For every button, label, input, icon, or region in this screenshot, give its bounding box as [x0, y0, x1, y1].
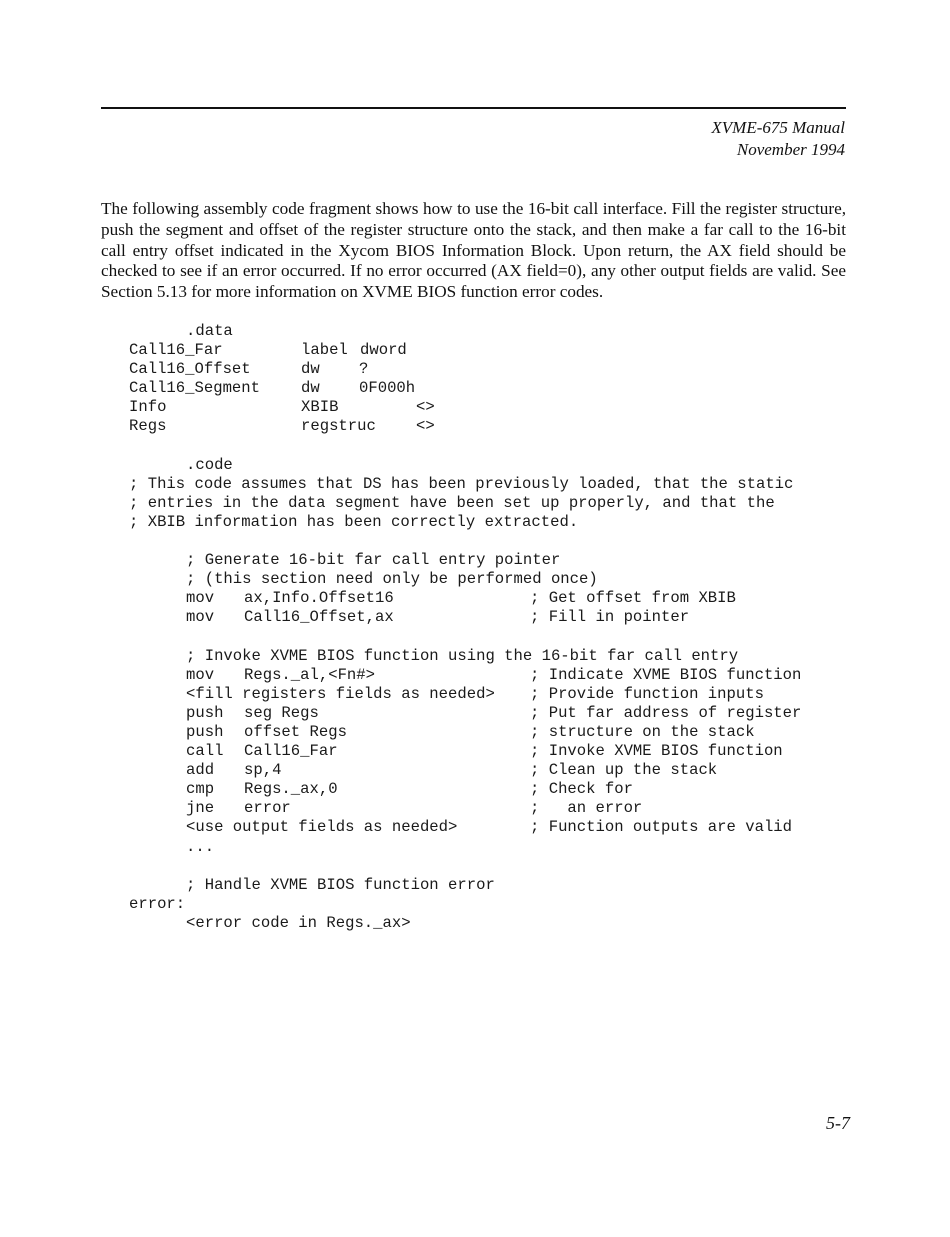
data-extra: <>: [416, 398, 435, 417]
code-line: [129, 456, 829, 475]
code-line: [129, 876, 829, 895]
code-op: cmp: [186, 780, 215, 799]
code-inline-comment: ; Fill in pointer: [530, 608, 690, 627]
data-value: 0F000h: [359, 379, 416, 398]
code-line: [129, 647, 829, 666]
data-type: regstruc: [301, 417, 376, 436]
code-inline-comment: ; Clean up the stack: [530, 761, 718, 780]
code-line: [129, 379, 829, 398]
data-type: dw: [301, 360, 320, 379]
code-directive: .code: [186, 455, 233, 474]
code-args: Regs._ax,0: [244, 780, 338, 799]
code-inline-comment: ; structure on the stack: [530, 722, 755, 741]
code-ellipsis: ...: [186, 837, 215, 856]
code-inline-comment: ; Get offset from XBIB: [530, 589, 736, 608]
code-line: [129, 570, 829, 589]
code-args: seg Regs: [244, 703, 319, 722]
code-op: jne: [186, 799, 215, 818]
code-line: [129, 322, 829, 341]
code-line: [129, 417, 829, 436]
code-line: [129, 589, 829, 608]
code-comment: ; XBIB information has been correctly extracted.: [129, 512, 579, 531]
code-line: [129, 895, 829, 914]
code-args: error: [244, 799, 291, 818]
manual-title: XVME-675 Manual: [711, 118, 845, 137]
code-op: push: [186, 722, 224, 741]
code-line: [129, 608, 829, 627]
code-comment: ; This code assumes that DS has been previously loaded, that the static: [129, 474, 794, 493]
code-comment: ; Invoke XVME BIOS function using the 16-bit far call entry: [186, 646, 739, 665]
code-inline-comment: ; Indicate XVME BIOS function: [530, 665, 802, 684]
code-comment: ; Generate 16-bit far call entry pointer: [186, 551, 561, 570]
code-args: Call16_Offset,ax: [244, 608, 394, 627]
manual-date: November 1994: [736, 140, 845, 159]
data-value: ?: [359, 360, 369, 379]
code-args: Regs._al,<Fn#>: [244, 665, 376, 684]
code-line: [129, 494, 829, 513]
code-op: mov: [186, 608, 215, 627]
code-line: [129, 513, 829, 532]
code-line: [129, 685, 829, 704]
code-inline-comment: ; Invoke XVME BIOS function: [530, 742, 783, 761]
data-type: label: [301, 341, 348, 360]
data-directive: .data: [186, 322, 233, 340]
code-line: [129, 551, 829, 570]
data-type: dw: [301, 379, 320, 398]
code-args: Call16_Far: [244, 742, 338, 761]
code-op: <fill registers fields as needed>: [186, 684, 495, 703]
code-listing: [129, 322, 829, 933]
code-line: [129, 780, 829, 799]
data-name: Call16_Offset: [129, 360, 251, 379]
code-op: add: [186, 761, 215, 780]
code-line: [129, 360, 829, 379]
code-args: offset Regs: [244, 722, 347, 741]
code-line: [129, 666, 829, 685]
code-inline-comment: ; Function outputs are valid: [530, 818, 793, 837]
code-op: call: [186, 742, 224, 761]
data-name: Call16_Far: [129, 341, 223, 360]
code-line: [129, 704, 829, 723]
code-line: [129, 742, 829, 761]
code-body: <error code in Regs._ax>: [186, 913, 411, 932]
intro-paragraph: The following assembly code fragment shows how to use the 16-bit call interface. Fill the register structure, push the segment and offset of the register structure onto the stack, and then make a far call to the 16-bit call entry offset indicated in the Xycom BIOS Information Block. Upon return, the AX field should be checked to see if an error occurred. If no error occurred (AX field=0), any other output fields are valid. See Section 5.13 for more information on XVME BIOS function error codes.: [101, 199, 846, 302]
code-comment: ; Handle XVME BIOS function error: [186, 875, 495, 894]
code-label: error:: [129, 894, 186, 913]
code-comment: ; entries in the data segment have been set up properly, and that the: [129, 493, 775, 512]
code-line: [129, 914, 829, 933]
code-args: ax,Info.Offset16: [244, 589, 394, 608]
data-name: Info: [129, 398, 167, 417]
code-line: [129, 838, 829, 857]
code-op: mov: [186, 589, 215, 608]
page-number: 5-7: [826, 1113, 850, 1133]
code-op: <use output fields as needed>: [186, 818, 458, 837]
code-op: push: [186, 703, 224, 722]
code-inline-comment: ; Put far address of register: [530, 703, 802, 722]
header-rule: [101, 107, 846, 109]
data-value: dword: [360, 341, 407, 360]
code-line: [129, 761, 829, 780]
code-line: [129, 341, 829, 360]
code-line: [129, 818, 829, 837]
data-extra: <>: [416, 417, 435, 436]
data-name: Regs: [129, 417, 167, 436]
code-inline-comment: ; Check for: [530, 780, 633, 799]
code-comment: ; (this section need only be performed once): [186, 570, 598, 589]
data-type: XBIB: [301, 398, 339, 417]
code-inline-comment: ; an error: [530, 799, 643, 818]
data-name: Call16_Segment: [129, 379, 261, 398]
code-line: [129, 799, 829, 818]
code-inline-comment: ; Provide function inputs: [530, 684, 764, 703]
code-op: mov: [186, 665, 215, 684]
code-line: [129, 398, 829, 417]
code-line: [129, 723, 829, 742]
code-line: [129, 475, 829, 494]
code-args: sp,4: [244, 761, 282, 780]
